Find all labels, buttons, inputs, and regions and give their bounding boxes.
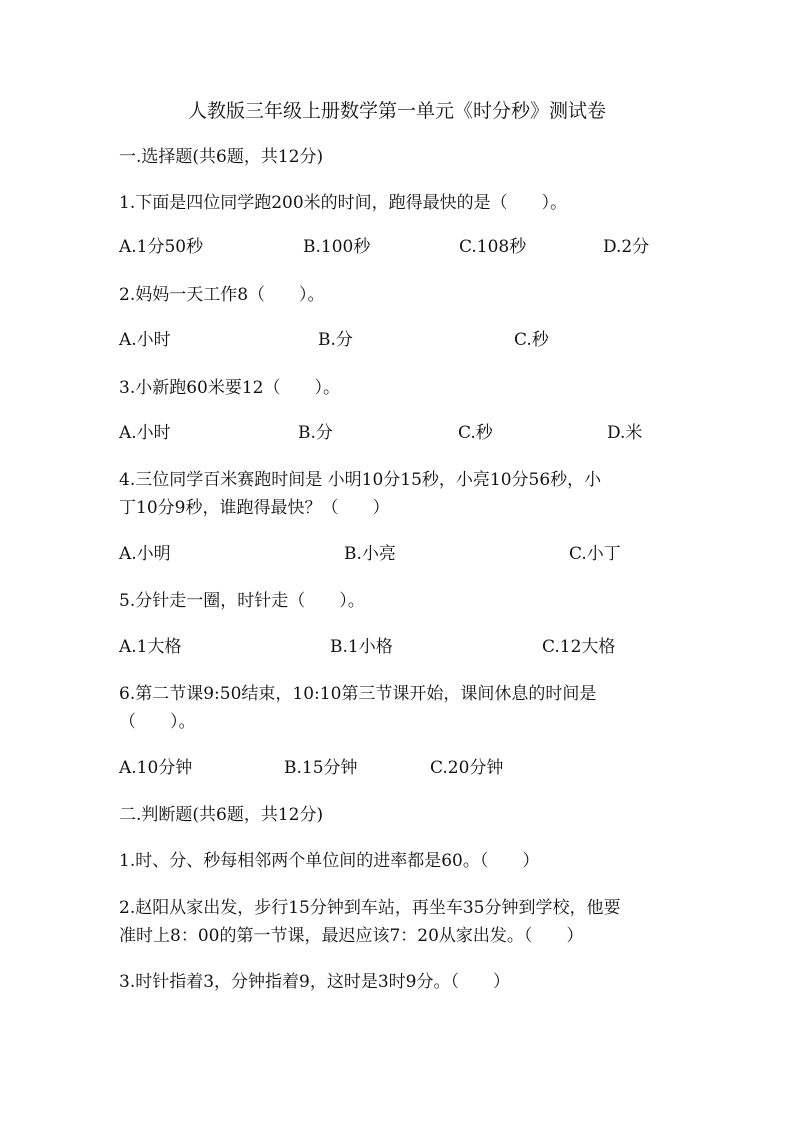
option-c: C.秒 bbox=[458, 423, 493, 443]
option-c: C.12大格 bbox=[542, 637, 616, 657]
question-text: 2.赵阳从家出发，步行15分钟到车站，再坐车35分钟到学校，他要 bbox=[119, 898, 621, 918]
option-b: B.1小格 bbox=[330, 637, 393, 657]
option-d: D.2分 bbox=[603, 237, 650, 257]
option-b: B.100秒 bbox=[303, 237, 371, 257]
option-c: C.20分钟 bbox=[430, 758, 504, 778]
options-row bbox=[119, 635, 679, 659]
question-text: 1.时、分、秒每相邻两个单位间的进率都是60。（ ） bbox=[119, 851, 540, 871]
option-a: A.小明 bbox=[119, 544, 171, 564]
section-heading-choice: 一.选择题(共6题，共12分) bbox=[119, 147, 324, 167]
options-row bbox=[119, 235, 679, 259]
option-c: C.小丁 bbox=[569, 544, 621, 564]
section-heading-judgement: 二.判断题(共6题，共12分) bbox=[119, 805, 324, 825]
options-row bbox=[119, 756, 679, 780]
option-d: D.米 bbox=[607, 423, 643, 443]
option-c: C.秒 bbox=[514, 330, 549, 350]
option-b: B.分 bbox=[298, 423, 333, 443]
question-text: 1.下面是四位同学跑200米的时间，跑得最快的是（ ）。 bbox=[119, 193, 568, 213]
question-text: 5.分针走一圈，时针走（ ）。 bbox=[119, 591, 365, 611]
option-b: B.分 bbox=[318, 330, 353, 350]
options-row bbox=[119, 328, 679, 352]
question-text: 3.小新跑60米要12（ ）。 bbox=[119, 378, 340, 398]
question-text: 3.时针指着3，分钟指着9，这时是3时9分。（ ） bbox=[119, 972, 510, 992]
question-text: 2.妈妈一天工作8（ ）。 bbox=[119, 285, 325, 305]
option-a: A.10分钟 bbox=[119, 758, 193, 778]
option-a: A.小时 bbox=[119, 330, 171, 350]
question-text: 4.三位同学百米赛跑时间是 小明10分15秒，小亮10分56秒，小 bbox=[119, 470, 602, 490]
option-b: B.小亮 bbox=[344, 544, 396, 564]
option-b: B.15分钟 bbox=[284, 758, 358, 778]
question-text: 6.第二节课9:50结束，10:10第三节课开始，课间休息的时间是 bbox=[119, 684, 597, 704]
option-a: A.1分50秒 bbox=[119, 237, 204, 257]
question-text-continued: 丁10分9秒，谁跑得最快？（ ） bbox=[119, 498, 390, 518]
option-a: A.小时 bbox=[119, 423, 171, 443]
question-text-continued: 准时上8：00的第一节课，最迟应该7：20从家出发。（ ） bbox=[119, 926, 584, 946]
options-row bbox=[119, 421, 679, 445]
question-text-continued: （ ）。 bbox=[119, 712, 196, 732]
options-row bbox=[119, 542, 679, 566]
page-title: 人教版三年级上册数学第一单元《时分秒》测试卷 bbox=[187, 100, 606, 122]
option-a: A.1大格 bbox=[119, 637, 182, 657]
option-c: C.108秒 bbox=[459, 237, 527, 257]
